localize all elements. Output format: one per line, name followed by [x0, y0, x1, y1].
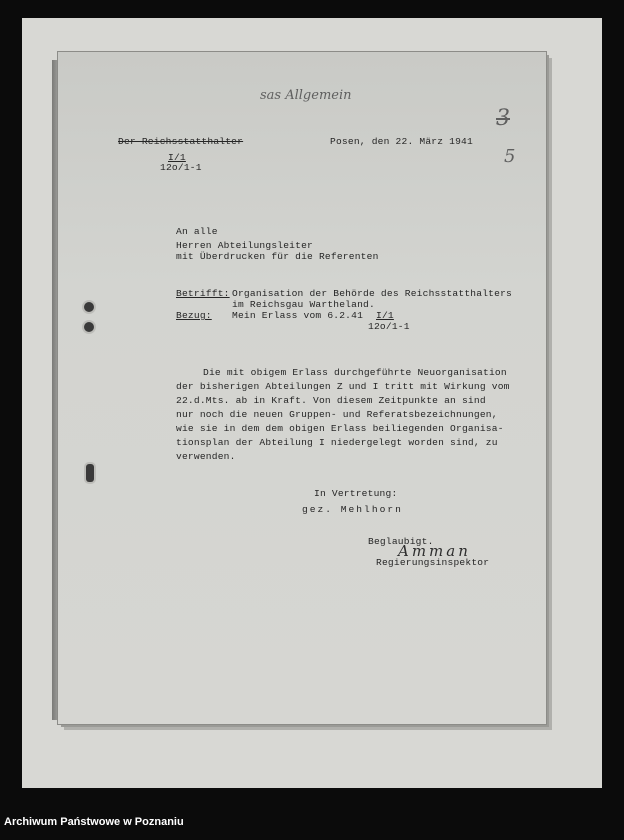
reference-label: Bezug:	[176, 310, 212, 321]
handwritten-signature: Amman	[398, 542, 471, 560]
signature-line-2: gez. Mehlhorn	[302, 504, 403, 515]
body-line: verwenden.	[176, 451, 236, 462]
body-line: der bisherigen Abteilungen Z und I tritt mit Wirkung vom	[176, 381, 510, 392]
reference-ref-1: I/1	[376, 310, 394, 321]
subject-line-1: Organisation der Behörde des Reichsstatthalters	[232, 288, 512, 299]
body-line: Die mit obigem Erlass durchgeführte Neuorganisation	[203, 367, 507, 378]
sender: Der Reichsstatthalter	[118, 136, 244, 147]
punch-hole-bottom	[86, 464, 94, 482]
addressee-line-2: Herren Abteilungsleiter	[176, 240, 314, 251]
body-line: tionsplan der Abteilung I niedergelegt worden sind, zu	[176, 437, 498, 448]
page-number-crossed: 3	[496, 106, 510, 131]
certification-label: Beglaubigt.	[368, 536, 434, 547]
place-date: Posen, den 22. März 1941	[330, 136, 473, 147]
archive-footer: Archiwum Państwowe w Poznaniu	[4, 816, 184, 828]
addressee-line-1: An alle	[176, 226, 218, 237]
addressee-line-3: mit Überdrucken für die Referenten	[176, 251, 379, 262]
subject-label: Betrifft:	[176, 288, 230, 299]
sender-ref-2: 12o/1-1	[160, 162, 202, 173]
document-page	[58, 52, 546, 724]
body-line: nur noch die neuen Gruppen- und Referatsbezeichnungen,	[176, 409, 498, 420]
sender-ref-1: I/1	[168, 152, 186, 163]
reference-text: Mein Erlass vom 6.2.41	[232, 310, 364, 321]
body-line: 22.d.Mts. ab in Kraft. Von diesem Zeitpunkte an sind	[176, 395, 486, 406]
punch-hole-middle	[84, 322, 94, 332]
stamp-note: sas Allgemein	[260, 88, 352, 103]
body-line: wie sie in dem dem obigen Erlass beiliegenden Organisa-	[176, 423, 504, 434]
certification-title: Regierungsinspektor	[376, 557, 490, 568]
signature-line-1: In Vertretung:	[314, 488, 398, 499]
page-number: 5	[504, 146, 516, 167]
reference-ref-2: 12o/1-1	[368, 321, 410, 332]
subject-line-2: im Reichsgau Wartheland.	[232, 299, 375, 310]
punch-hole-top	[84, 302, 94, 312]
